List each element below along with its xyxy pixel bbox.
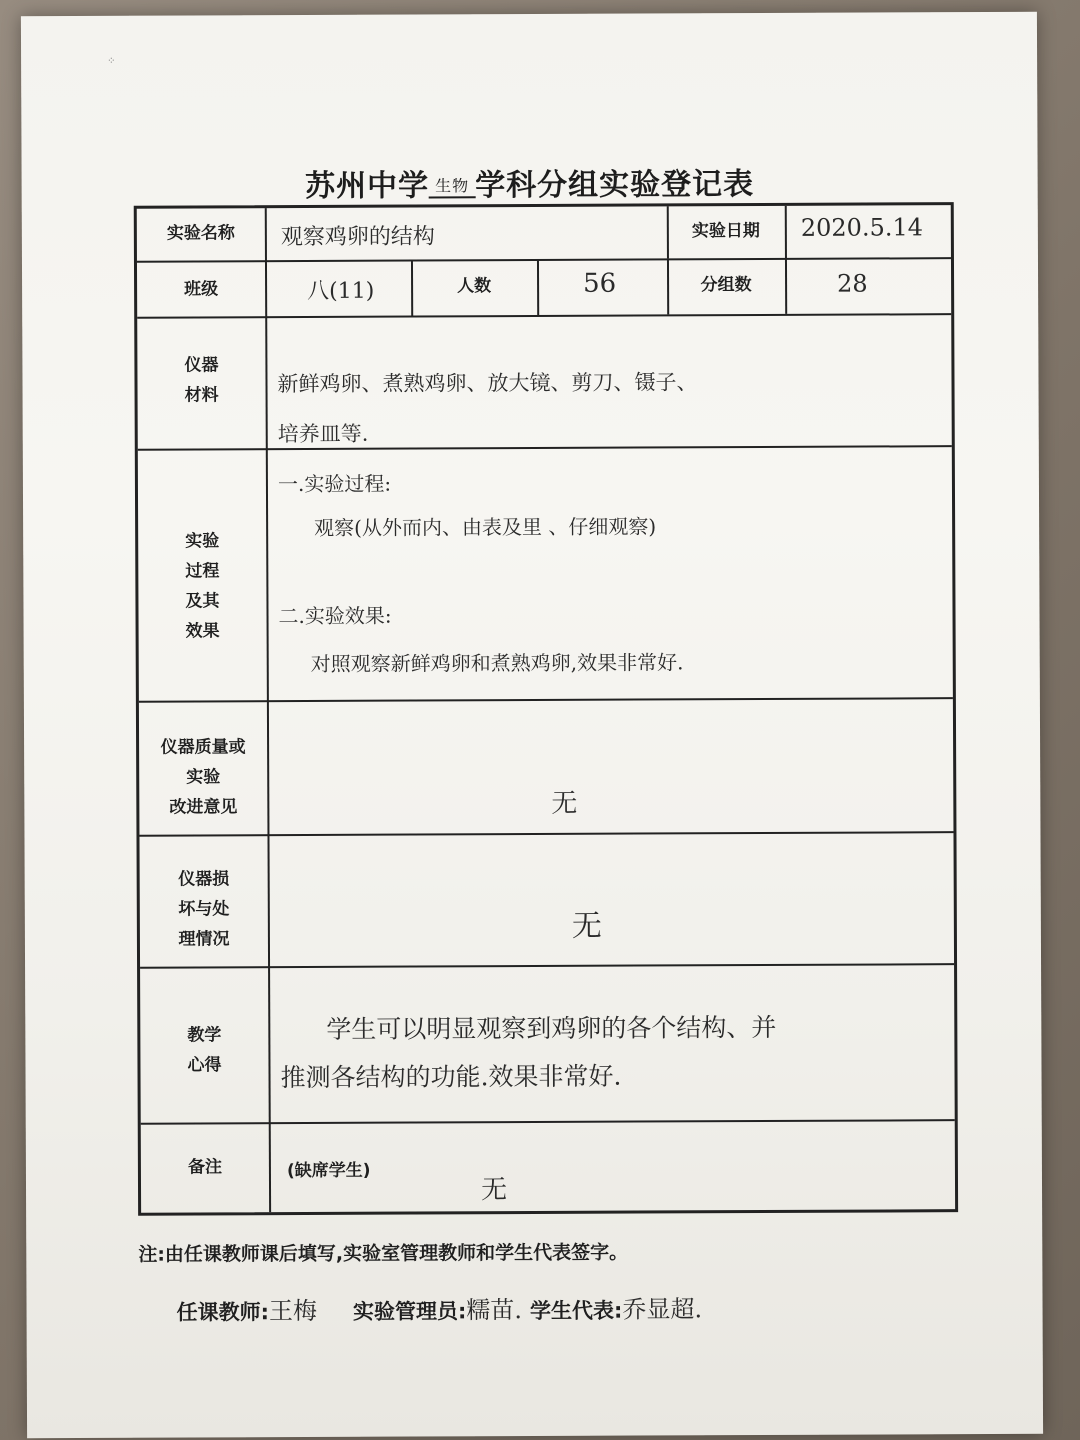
teaching-label [140,1020,268,1081]
admin-signature: 糯苗. [466,1296,523,1325]
registration-table [134,202,958,1216]
damage-label [140,864,268,955]
teaching-line: 推测各结构的功能.效果非常好. [280,1061,622,1093]
quality-label-line: 改进意见 [169,797,238,818]
process-line: 对照观察新鲜鸡卵和煮熟鸡卵,效果非常好. [310,650,684,676]
row-divider [137,257,951,263]
row-divider [139,831,953,837]
process-line: 二.实验效果: [278,603,392,629]
student-signature: 乔显超. [622,1295,703,1324]
quality-label-line: 实验 [186,767,221,788]
teaching-label-line: 心得 [187,1055,222,1076]
materials-label-line: 材料 [184,385,219,406]
experiment-date-value: 2020.5.14 [800,213,924,242]
remark-note: (缺席学生) [286,1160,371,1182]
process-line: 观察(从外而内、由表及里 、仔细观察) [314,514,657,540]
title-suffix: 学科分组实验登记表 [475,167,755,204]
experiment-name-value: 观察鸡卵的结构 [280,224,435,251]
teacher-label: 任课教师: [176,1300,270,1325]
experiment-date-label: 实验日期 [691,221,760,242]
groups-label: 分组数 [700,275,752,296]
class-label: 班级 [184,279,219,300]
quality-value: 无 [551,788,578,819]
paper-sheet [21,12,1043,1438]
teaching-label-line: 教学 [187,1025,222,1046]
people-value: 56 [583,268,617,299]
cell-divider [537,259,539,315]
footer-note: 注:由任课教师课后填写,实验室管理教师和学生代表签字。 [138,1241,629,1266]
groups-value: 28 [837,269,868,298]
title-prefix: 苏州中学 [305,168,430,204]
damage-label-line: 坏与处 [178,899,230,920]
process-label [138,526,267,647]
materials-label [137,350,265,411]
signature-line [176,1289,702,1326]
process-label-line: 实验 [185,531,220,552]
damage-label-line: 仪器损 [178,869,230,890]
materials-line: 培养皿等. [277,421,369,447]
row-divider [141,1119,955,1125]
class-value: 八(11) [307,278,375,304]
process-line: 一.实验过程: [277,471,392,497]
process-label-line: 及其 [185,591,220,612]
quality-label-line: 仪器质量或 [160,737,246,758]
people-label: 人数 [457,276,492,297]
teaching-line: 学生可以明显观察到鸡卵的各个结构、并 [326,1012,777,1044]
student-label: 学生代表: [529,1298,623,1324]
quality-label [139,732,267,823]
title-subject: 生物 [429,173,475,198]
experiment-name-label: 实验名称 [166,223,235,244]
materials-label-line: 仪器 [184,355,219,376]
paper-speck: ⁘ [107,55,116,67]
row-divider [138,445,952,451]
row-divider [140,963,954,969]
teacher-signature: 王梅 [268,1296,318,1326]
damage-value: 无 [571,908,602,944]
materials-line: 新鲜鸡卵、煮熟鸡卵、放大镜、剪刀、镊子、 [277,370,698,397]
process-label-line: 过程 [185,561,220,582]
damage-label-line: 理情况 [178,929,230,950]
form-title [22,158,1038,206]
row-divider [137,313,951,319]
remark-label: 备注 [187,1157,222,1178]
row-divider [139,697,953,703]
process-label-line: 效果 [185,621,220,642]
admin-label: 实验管理员: [352,1299,467,1324]
remark-value: 无 [480,1175,508,1206]
